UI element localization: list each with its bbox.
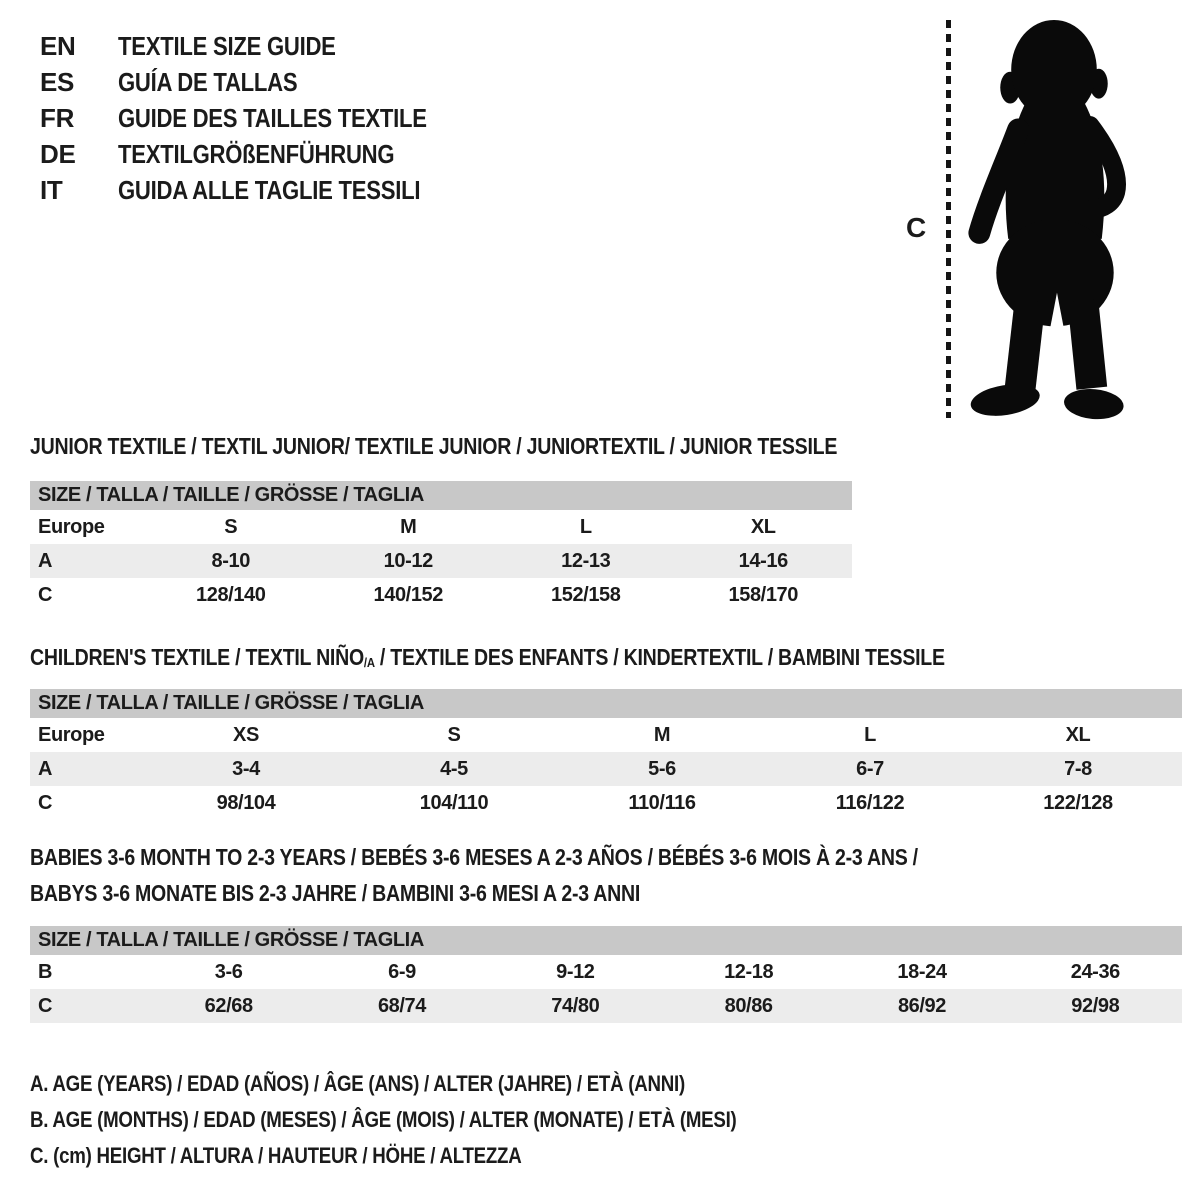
babies-section-title-line2: BABYS 3-6 MONATE BIS 2-3 JAHRE / BAMBINI 3-6 MESI A 2-3 ANNI: [30, 880, 641, 906]
children-title-suffix: / TEXTILE DES ENFANTS / KINDERTEXTIL / BAMBINI TESSILE: [374, 644, 945, 670]
cell: 12-18: [724, 960, 774, 983]
cell: 152/158: [551, 583, 621, 606]
lang-row-de: [40, 136, 481, 172]
cell: 80/86: [662, 989, 835, 1023]
table-header-row: [30, 689, 1182, 718]
lang-title: GUIDE DES TAILLES TEXTILE: [118, 103, 427, 133]
cell: 6-7: [766, 752, 974, 786]
lang-row-it: [40, 172, 481, 208]
cell: 7-8: [974, 752, 1182, 786]
row-label: C: [38, 583, 53, 606]
row-label: A: [30, 752, 142, 786]
cell: L: [579, 515, 592, 538]
row-label: Europe: [38, 515, 105, 538]
row-label: B: [38, 960, 53, 983]
cell: S: [447, 723, 461, 746]
cell: 104/110: [419, 791, 489, 814]
cell: 62/68: [142, 989, 315, 1023]
cell: 5-6: [558, 752, 766, 786]
cell: 122/128: [1043, 791, 1113, 814]
lang-code: IT: [40, 175, 63, 205]
table-header-cell: SIZE / TALLA / TAILLE / GRÖSSE / TAGLIA: [30, 926, 1182, 955]
toddler-silhouette-icon: [962, 12, 1142, 420]
cell: 10-12: [320, 544, 498, 578]
cell: 6-9: [388, 960, 416, 983]
cell: 68/74: [315, 989, 488, 1023]
table-row-age-months: [30, 955, 1182, 989]
height-measure-dashed-line: [946, 20, 951, 418]
table-header-row: [30, 926, 1182, 955]
cell: 9-12: [556, 960, 595, 983]
cell: 86/92: [835, 989, 1008, 1023]
table-row-age: [30, 752, 1182, 786]
lang-code: DE: [40, 139, 76, 169]
cell: 3-6: [214, 960, 243, 983]
cell: XL: [1065, 723, 1091, 746]
children-title-prefix: CHILDREN'S TEXTILE / TEXTIL NIÑO: [30, 644, 364, 670]
cell: 24-36: [1070, 960, 1120, 983]
table-row-age: [30, 544, 852, 578]
cell: 4-5: [350, 752, 558, 786]
table-row-europe: [30, 510, 852, 544]
cell: 158/170: [728, 583, 798, 606]
lang-title: GUÍA DE TALLAS: [118, 67, 298, 97]
babies-size-table: [30, 926, 1182, 1023]
junior-size-table: [30, 481, 852, 612]
babies-section-title-line1: BABIES 3-6 MONTH TO 2-3 YEARS / BEBÉS 3-6 MESES A 2-3 AÑOS / BÉBÉS 3-6 MOIS À 2-3 ANS /: [30, 844, 918, 870]
lang-code: FR: [40, 103, 75, 133]
footnote-height-cm: C. (cm) HEIGHT / ALTURA / HAUTEUR / HÖHE / ALTEZZA: [30, 1143, 522, 1168]
junior-section-title: JUNIOR TEXTILE / TEXTIL JUNIOR/ TEXTILE JUNIOR / JUNIORTEXTIL / JUNIOR TESSILE: [30, 433, 838, 459]
lang-code: ES: [40, 67, 75, 97]
row-label: Europe: [38, 723, 105, 746]
table-row-height: [30, 578, 852, 612]
lang-code: EN: [40, 31, 76, 61]
footnote-age-months: B. AGE (MONTHS) / EDAD (MESES) / ÂGE (MOIS) / ALTER (MONATE) / ETÀ (MESI): [30, 1107, 737, 1132]
height-measure-label: C: [906, 212, 927, 243]
table-header-cell: SIZE / TALLA / TAILLE / GRÖSSE / TAGLIA: [30, 481, 852, 510]
row-label: A: [30, 544, 142, 578]
cell: M: [653, 723, 671, 746]
cell: 110/116: [628, 791, 696, 814]
table-header-row: [30, 481, 852, 510]
lang-title: TEXTILGRÖßENFÜHRUNG: [118, 139, 395, 169]
lang-title: GUIDA ALLE TAGLIE TESSILI: [118, 175, 421, 205]
cell: 12-13: [497, 544, 675, 578]
cell: 140/152: [373, 583, 443, 606]
children-section-title: [30, 643, 1106, 675]
table-row-height: [30, 786, 1182, 820]
lang-row-fr: [40, 100, 481, 136]
cell: 18-24: [897, 960, 947, 983]
legend-footnotes: [30, 1066, 861, 1174]
table-header-cell: SIZE / TALLA / TAILLE / GRÖSSE / TAGLIA: [30, 689, 1182, 718]
cell: S: [224, 515, 238, 538]
lang-row-es: [40, 64, 481, 100]
cell: M: [400, 515, 417, 538]
cell: XS: [233, 723, 259, 746]
lang-title: TEXTILE SIZE GUIDE: [118, 31, 336, 61]
row-label: C: [38, 791, 53, 814]
cell: 92/98: [1009, 989, 1182, 1023]
footnote-age-years: A. AGE (YEARS) / EDAD (AÑOS) / ÂGE (ANS) / ALTER (JAHRE) / ETÀ (ANNI): [30, 1071, 685, 1096]
table-row-height: [30, 989, 1182, 1023]
cell: 14-16: [675, 544, 853, 578]
cell: 3-4: [142, 752, 350, 786]
cell: 128/140: [196, 583, 266, 606]
row-label: C: [30, 989, 142, 1023]
language-title-list: [40, 28, 481, 208]
cell: 8-10: [142, 544, 320, 578]
table-row-europe: [30, 718, 1182, 752]
children-title-sub: /A: [363, 654, 375, 670]
lang-row-en: [40, 28, 481, 64]
children-size-table: [30, 689, 1182, 820]
cell: 74/80: [489, 989, 662, 1023]
cell: 116/122: [835, 791, 905, 814]
cell: XL: [750, 515, 776, 538]
cell: 98/104: [216, 791, 276, 814]
cell: L: [864, 723, 876, 746]
